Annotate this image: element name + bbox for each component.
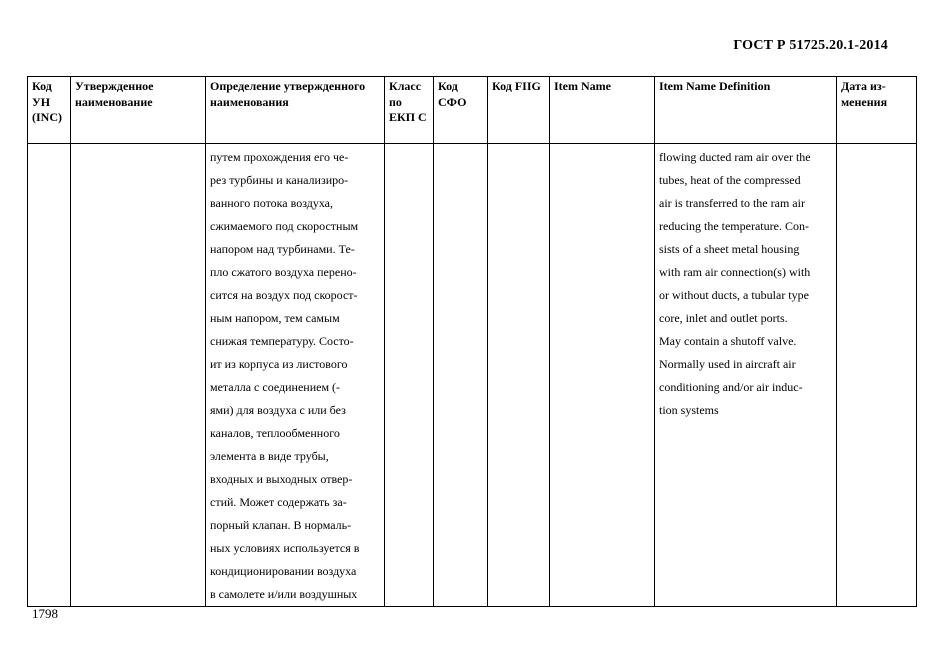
data-table	[27, 76, 917, 607]
definition-en-line: air is transferred to the ram air	[659, 196, 805, 210]
table-row	[28, 144, 917, 607]
page-number: 1798	[32, 606, 58, 621]
definition-ru-line: рез турбины и канализиро-	[210, 173, 349, 187]
definition-en-line: core, inlet and outlet ports.	[659, 311, 788, 325]
definition-en-line: conditioning and/or air induc-	[659, 380, 803, 394]
cell-inc-code	[28, 144, 71, 607]
definition-en-line: May contain a shutoff valve.	[659, 334, 797, 348]
definition-en-line: sists of a sheet metal housing	[659, 242, 800, 256]
definition-ru-line: путем прохождения его че-	[210, 150, 349, 164]
header-item-name-definition: Item Name Definition	[655, 77, 837, 144]
definition-ru-line: ных условиях используется в	[210, 541, 360, 555]
definition-ru-line: пло сжатого воздуха перено-	[210, 265, 357, 279]
definition-en-line: reducing the temperature. Con-	[659, 219, 809, 233]
header-inc-code: Код УН (INC)	[28, 77, 71, 144]
table-header-row	[28, 77, 917, 144]
definition-ru-line: порный клапан. В нормаль-	[210, 518, 352, 532]
definition-en-line: flowing ducted ram air over the	[659, 150, 811, 164]
definition-ru-line: сжимаемого под скоростным	[210, 219, 359, 233]
definition-ru-line: каналов, теплообменного	[210, 426, 340, 440]
definition-ru-line: ванного потока воздуха,	[210, 196, 334, 210]
cell-change-date	[837, 144, 917, 607]
definition-ru-line: кондиционировании воздуха	[210, 564, 357, 578]
cell-approved-name	[71, 144, 206, 607]
definition-ru-line: входных и выходных отвер-	[210, 472, 353, 486]
definition-ru-line: в самолете и/или воздушных	[210, 587, 358, 601]
header-change-date: Дата из-менения	[837, 77, 917, 144]
cell-definition-en	[655, 144, 837, 607]
definition-en-line: tion systems	[659, 403, 719, 417]
definition-en-line: Normally used in aircraft air	[659, 357, 796, 371]
cell-definition-ru	[206, 144, 385, 607]
definition-ru-line: снижая температуру. Состо-	[210, 334, 354, 348]
definition-ru-line: металла с соединением (-	[210, 380, 341, 394]
header-item-name: Item Name	[550, 77, 655, 144]
cell-fiig-code	[488, 144, 550, 607]
definition-en-line: with ram air connection(s) with	[659, 265, 811, 279]
header-approved-name-definition: Определение утвержденного наименования	[206, 77, 385, 144]
definition-ru-line: элемента в виде трубы,	[210, 449, 329, 463]
definition-ru-line: сится на воздух под скорост-	[210, 288, 358, 302]
definition-ru-line: ями) для воздуха с или без	[210, 403, 346, 417]
header-ekps-class: Класс по ЕКП С	[385, 77, 434, 144]
header-approved-name: Утвержденное наименование	[71, 77, 206, 144]
header-sfo-code: Код СФО	[434, 77, 488, 144]
definition-ru-line: стий. Может содержать за-	[210, 495, 347, 509]
definition-ru-line: ным напором, тем самым	[210, 311, 340, 325]
definition-en-line: tubes, heat of the compressed	[659, 173, 801, 187]
definition-ru-line: напором над турбинами. Те-	[210, 242, 355, 256]
document-code: ГОСТ Р 51725.20.1-2014	[733, 38, 888, 53]
definition-en-line: or without ducts, a tubular type	[659, 288, 809, 302]
definition-ru-line: ит из корпуса из листового	[210, 357, 348, 371]
cell-ekps-class	[385, 144, 434, 607]
cell-item-name	[550, 144, 655, 607]
header-fiig-code: Код FIIG	[488, 77, 550, 144]
cell-sfo-code	[434, 144, 488, 607]
